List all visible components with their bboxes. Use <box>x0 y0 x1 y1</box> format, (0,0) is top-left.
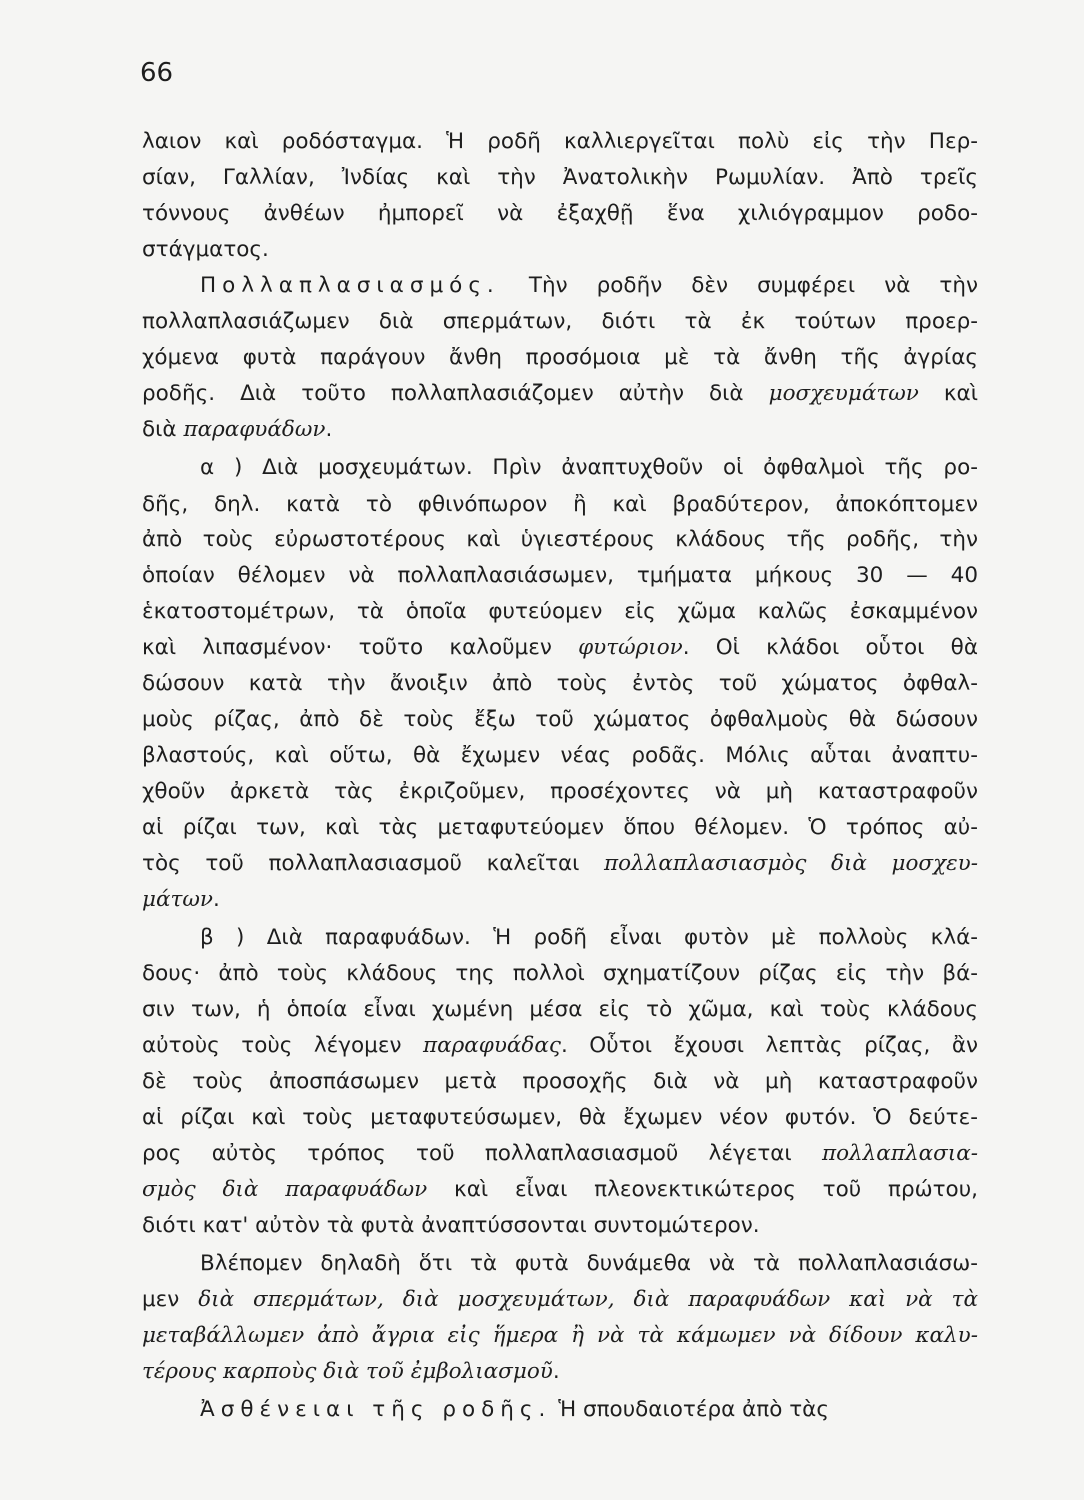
text-line <box>142 412 978 448</box>
text-run: δους· ἀπὸ τοὺς κλάδους της πολλοὶ σχηματίζουν ρίζας εἰς τὴν βά- <box>142 961 978 986</box>
text-line <box>142 304 978 340</box>
text-run: αὐτοὺς τοὺς λέγομεν <box>142 1033 423 1058</box>
text-run: λαιον καὶ ροδόσταγμα. Ἡ ροδῆ καλλιεργεῖται πολὺ εἰς τὴν Περ- <box>142 129 978 154</box>
text-run: μεν <box>142 1287 199 1312</box>
text-run: καὶ <box>918 381 978 406</box>
text-run: . <box>213 887 220 912</box>
text-line <box>142 1318 978 1354</box>
italic-text: μάτων <box>142 887 213 912</box>
text-line <box>142 376 978 412</box>
text-run: τόννους ἀνθέων ἠμπορεῖ νὰ ἐξαχθῇ ἕνα χιλιόγραμμον ροδο- <box>142 201 978 226</box>
text-run: ἑκατοστομέτρων, τὰ ὁποῖα φυτεύομεν εἰς χῶμα καλῶς ἐσκαμμένον <box>142 599 978 624</box>
text-line <box>142 340 978 376</box>
text-run: ἀπὸ τοὺς εὐρωστοτέρους καὶ ὑγιεστέρους κλάδους τῆς ροδῆς, τὴν <box>142 527 978 552</box>
text-run: Ἡ σπουδαιοτέρα ἀπὸ τὰς <box>551 1397 829 1422</box>
text-line <box>142 810 978 846</box>
text-run: Βλέπομεν δηλαδὴ ὅτι τὰ φυτὰ δυνάμεθα νὰ τὰ πολλαπλασιάσω- <box>200 1251 978 1276</box>
italic-text: παραφυάδας <box>422 1033 561 1058</box>
text-line <box>142 1028 978 1064</box>
text-line <box>142 1354 978 1390</box>
text-run: καὶ εἶναι πλεονεκτικώτερος τοῦ πρώτου, <box>427 1177 978 1202</box>
text-line <box>142 1136 978 1172</box>
text-run: β ) Διὰ παραφυάδων. Ἡ ροδῆ εἶναι φυτὸν μὲ πολλοὺς κλά- <box>200 925 978 950</box>
italic-text: μεταβάλλωμεν ἀπὸ ἄγρια εἰς ἥμερα ἢ νὰ τὰ κάμωμεν νὰ δίδουν καλυ- <box>142 1323 978 1348</box>
text-run: ρος αὐτὸς τρόπος τοῦ πολλαπλασιασμοῦ λέγεται <box>142 1141 822 1166</box>
text-line <box>200 268 978 304</box>
text-run: α ) Διὰ μοσχευμάτων. Πρὶν ἀναπτυχθοῦν οἱ ὀφθαλμοὶ τῆς ρο- <box>200 455 978 480</box>
text-line <box>200 920 978 956</box>
text-line <box>142 846 978 882</box>
text-line <box>142 594 978 630</box>
text-line <box>142 124 978 160</box>
text-line <box>200 1246 978 1282</box>
text-run: καὶ λιπασμένον· τοῦτο καλοῦμεν <box>142 635 579 660</box>
italic-text: διὰ σπερμάτων, διὰ μοσχευμάτων, διὰ παραφυάδων καὶ νὰ τὰ <box>198 1287 978 1312</box>
page-number: 66 <box>140 58 174 88</box>
italic-text: παραφυάδων <box>183 417 326 442</box>
text-run: μοὺς ρίζας, ἀπὸ δὲ τοὺς ἔξω τοῦ χώματος ὀφθαλμοὺς θὰ δώσουν <box>142 707 978 732</box>
text-line <box>142 1282 978 1318</box>
text-run: σιν των, ἡ ὁποία εἶναι χωμένη μέσα εἰς τὸ χῶμα, καὶ τοὺς κλάδους <box>142 997 978 1022</box>
text-run: βλαστούς, καὶ οὕτω, θὰ ἔχωμεν νέας ροδᾶς. Μόλις αὗται ἀναπτυ- <box>142 743 978 768</box>
spaced-heading: Πολλαπλασιασμός. <box>200 273 500 298</box>
text-line <box>142 1064 978 1100</box>
spaced-heading: Ἀσθένειαι τῆς ροδῆς. <box>200 1397 552 1422</box>
text-run: δῆς, δηλ. κατὰ τὸ φθινόπωρον ἢ καὶ βραδύτερον, ἀποκόπτομεν <box>142 492 978 517</box>
text-line <box>142 487 978 523</box>
text-line <box>142 738 978 774</box>
text-run: στάγματος. <box>142 237 269 262</box>
text-run: ὁποίαν θέλομεν νὰ πολλαπλασιάσωμεν, τμήματα μήκους 30 — 40 <box>142 563 978 588</box>
text-line <box>142 630 978 666</box>
italic-text: μοσχευμάτων <box>768 381 919 406</box>
italic-text: πολλαπλασια- <box>821 1141 978 1166</box>
text-line <box>142 774 978 810</box>
text-run: σίαν, Γαλλίαν, Ἰνδίας καὶ τὴν Ἀνατολικὴν Ρωμυλίαν. Ἀπὸ τρεῖς <box>142 165 978 190</box>
italic-text: φυτώριον <box>578 635 683 660</box>
text-line <box>142 1208 978 1244</box>
text-run: . <box>325 417 333 442</box>
text-run: χθοῦν ἀρκετὰ τὰς ἐκριζοῦμεν, προσέχοντες νὰ μὴ καταστραφοῦν <box>142 779 978 804</box>
text-line <box>142 196 978 232</box>
text-run: διότι κατ' αὐτὸν τὰ φυτὰ ἀναπτύσσονται συντομώτερον. <box>142 1213 760 1238</box>
text-run: αἱ ρίζαι των, καὶ τὰς μεταφυτεύομεν ὅπου θέλομεν. Ὁ τρόπος αὐ- <box>142 815 978 840</box>
text-run: αἱ ρίζαι καὶ τοὺς μεταφυτεύσωμεν, θὰ ἔχωμεν νέον φυτόν. Ὁ δεύτε- <box>142 1105 978 1130</box>
text-run: δώσουν κατὰ τὴν ἄνοιξιν ἀπὸ τοὺς ἐντὸς τοῦ χώματος ὀφθαλ- <box>142 671 978 696</box>
text-run: διὰ <box>142 417 184 442</box>
italic-text: πολλαπλασιασμὸς διὰ μοσχευ- <box>604 851 978 876</box>
text-run: χόμενα φυτὰ παράγουν ἄνθη προσόμοια μὲ τὰ ἄνθη τῆς ἀγρίας <box>142 345 978 370</box>
text-run: ροδῆς. Διὰ τοῦτο πολλαπλασιάζομεν αὐτὴν διὰ <box>142 381 769 406</box>
text-run: δὲ τοὺς ἀποσπάσωμεν μετὰ προσοχῆς διὰ νὰ μὴ καταστραφοῦν <box>142 1069 978 1094</box>
text-line <box>200 450 978 486</box>
text-run: πολλαπλασιάζωμεν διὰ σπερμάτων, διότι τὰ ἐκ τούτων προερ- <box>142 309 978 334</box>
text-run: . <box>552 1359 560 1384</box>
text-line <box>142 992 978 1028</box>
text-run: Τὴν ροδῆν δὲν συμφέρει νὰ τὴν <box>499 273 978 298</box>
text-line <box>142 702 978 738</box>
text-run: . Οἱ κλάδοι οὗτοι θὰ <box>682 635 978 660</box>
italic-text: σμὸς διὰ παραφυάδων <box>142 1177 428 1202</box>
text-line <box>142 882 978 918</box>
italic-text: τέρους καρποὺς διὰ τοῦ ἐμβολιασμοῦ <box>142 1359 553 1384</box>
text-run: τὸς τοῦ πολλαπλασιασμοῦ καλεῖται <box>142 851 605 876</box>
text-line <box>142 1172 978 1208</box>
text-line <box>142 956 978 992</box>
text-line <box>200 1392 978 1428</box>
text-line <box>142 232 978 268</box>
text-line <box>142 160 978 196</box>
text-run: . Οὗτοι ἔχουσι λεπτὰς ρίζας, ἂν <box>560 1033 978 1058</box>
text-line <box>142 1100 978 1136</box>
text-line <box>142 522 978 558</box>
text-line <box>142 558 978 594</box>
text-line <box>142 666 978 702</box>
